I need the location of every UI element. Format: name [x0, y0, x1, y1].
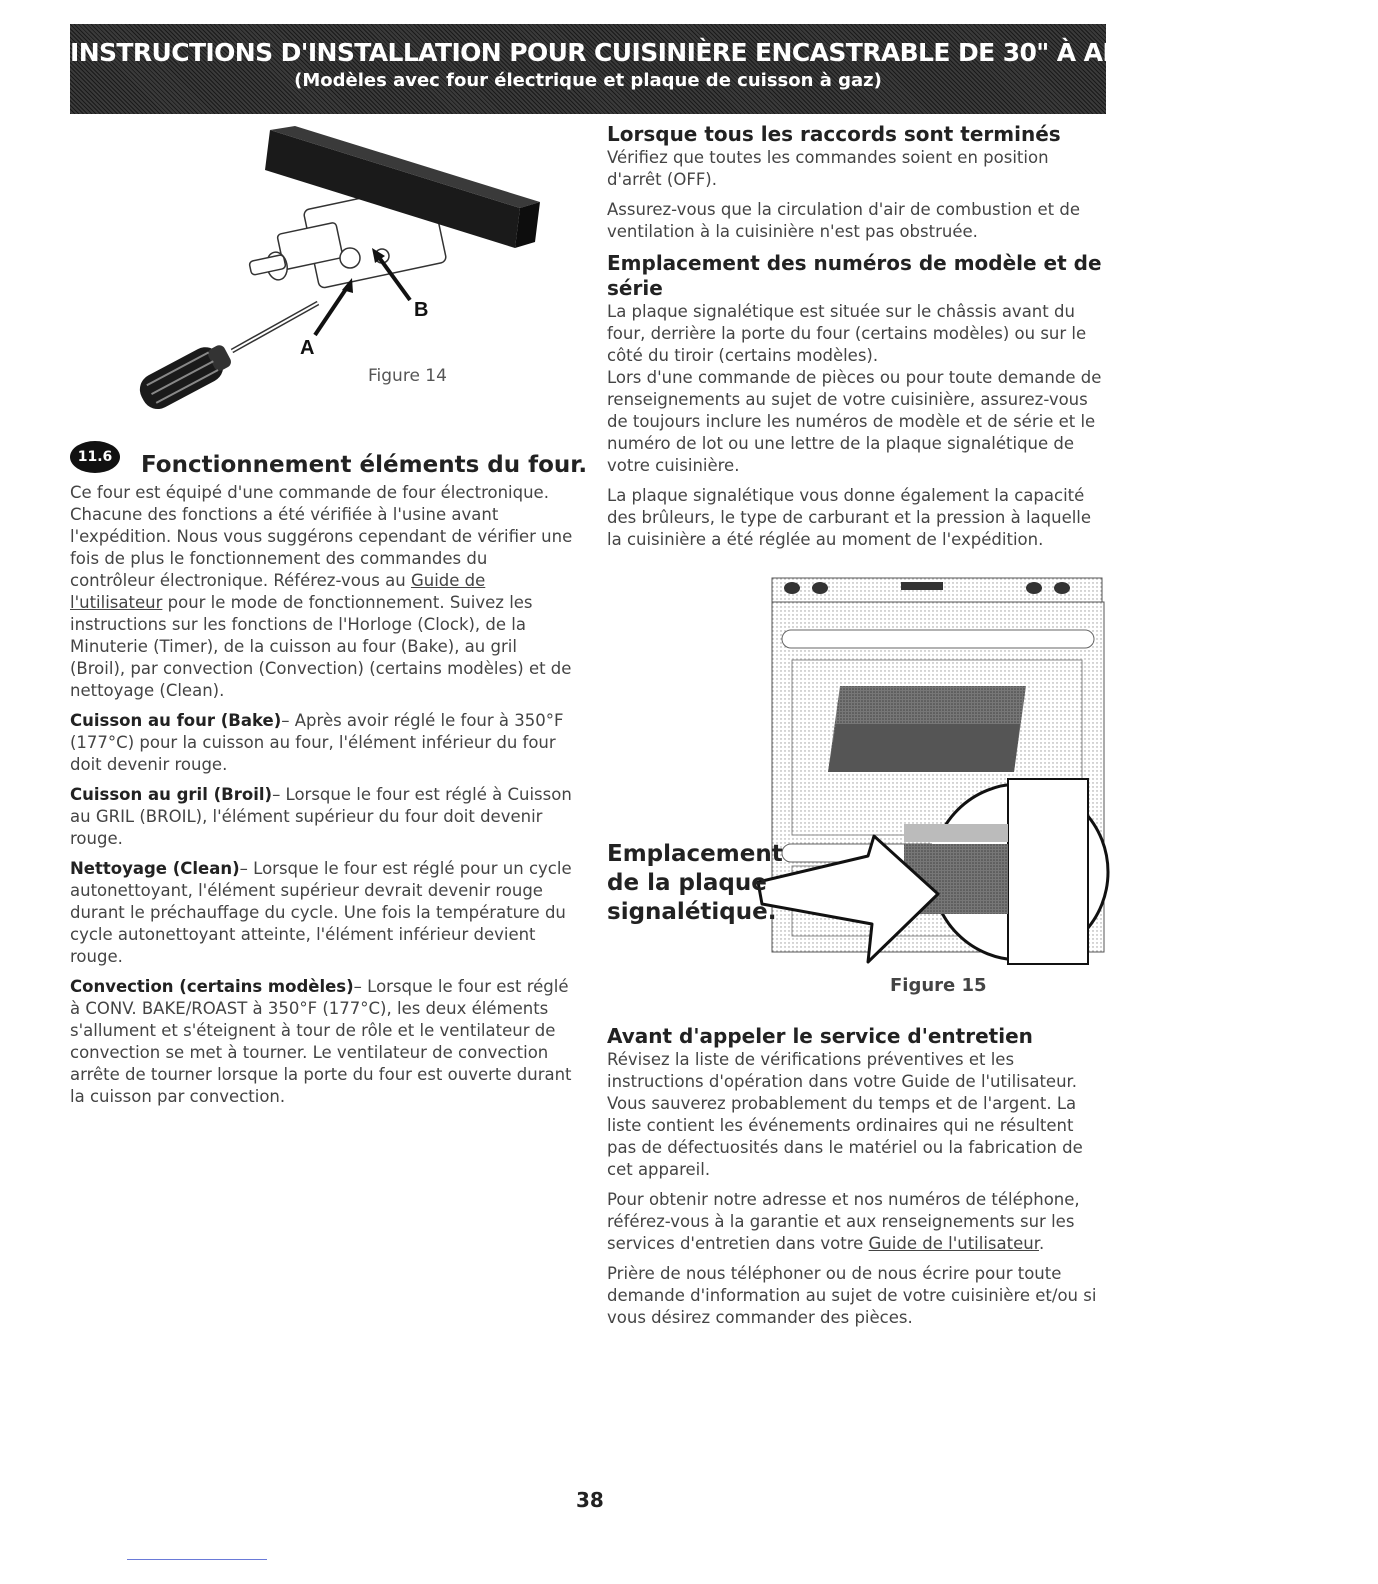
right-column-bottom: [607, 1024, 1107, 1337]
section-title: Fonctionnement éléments du four.: [141, 452, 588, 478]
section-badge: 11.6: [70, 441, 120, 473]
connections-p1: Vérifiez que toutes les commandes soient en position d'arrêt (OFF).: [607, 148, 1049, 189]
service-p2: Pour obtenir notre adresse et nos numéros de téléphone, référez-vous à la garantie et aux renseignements sur les services d'entretien dans votre Guide de l'utilisateur.: [607, 1190, 1080, 1253]
serial-p2: Lors d'une commande de pièces ou pour toute demande de renseignements au sujet de votre cuisinière, assurez-vous de toujours inclure les numéros de modèle et de série et le numéro de lot ou une lettre de la plaque signalétique de votre cuisinière.: [607, 368, 1102, 475]
page-subtitle: (Modèles avec four électrique et plaque de cuisson à gaz): [294, 70, 882, 91]
bake-paragraph: Cuisson au four (Bake)– Après avoir réglé le four à 350°F (177°C) pour la cuisson au four, l'élément inférieur du four doit devenir rouge.: [70, 711, 564, 774]
connections-heading: Lorsque tous les raccords sont terminés: [607, 122, 1061, 146]
footer-rule: [127, 1559, 267, 1560]
figure-14-label-b: B: [414, 299, 429, 321]
header-banner: [70, 24, 1378, 114]
oven-intro: Ce four est équipé d'une commande de four électronique. Chacune des fonctions a été vérifiée à l'usine avant l'expédition. Nous vous suggérons cependant de vérifier une fois de plus le fonctionnement des commandes du contrôleur électronique. Référez-vous au Guide de l'utilisateur pour le mode de fonctionnement. Suivez les instructions sur les fonctions de l'Horloge (Clock), de la Minuterie (Timer), de la cuisson au four (Bake), au gril (Broil), par convection (Convection) (certains modèles) et de nettoyage (Clean).: [70, 483, 573, 700]
serial-p1: La plaque signalétique est située sur le châssis avant du four, derrière la porte du four (certains modèles) ou sur le côté du tiroir (certains modèles).: [607, 302, 1087, 365]
nameplate-location-label: Emplacement de la plaque signalétique.: [607, 841, 783, 925]
serial-p3: La plaque signalétique vous donne également la capacité des brûleurs, le type de carburant et la pression à laquelle la cuisinière a été réglée au moment de l'expédition.: [607, 486, 1092, 549]
figure-14-label-a: A: [300, 337, 315, 359]
figure-15-caption: Figure 15: [890, 975, 987, 996]
connections-p2: Assurez-vous que la circulation d'air de combustion et de ventilation à la cuisinière n'est pas obstruée.: [607, 200, 1080, 241]
left-column: [70, 482, 575, 1116]
page-title: INSTRUCTIONS D'INSTALLATION POUR CUISINIÈRE ENCASTRABLE DE 30" À ALIMENTATION MIXTE: [70, 38, 1378, 67]
figure-14-caption: Figure 14: [368, 366, 447, 386]
service-p3: Prière de nous téléphoner ou de nous écrire pour toute demande d'information au sujet de votre cuisinière et/ou si vous désirez commander des pièces.: [607, 1264, 1097, 1327]
broil-paragraph: Cuisson au gril (Broil)– Lorsque le four est réglé à Cuisson au GRIL (BROIL), l'élément supérieur du four doit devenir rouge.: [70, 785, 572, 848]
service-heading: Avant d'appeler le service d'entretien: [607, 1024, 1033, 1048]
figure-15-illustration: [756, 574, 1106, 972]
right-column-top: [607, 122, 1107, 559]
service-p1: Révisez la liste de vérifications préventives et les instructions d'opération dans votre Guide de l'utilisateur. Vous sauverez probablement du temps et de l'argent. La liste contient les événements ordinaires qui ne résultent pas de défectuosités dans le matériel ou la fabrication de cet appareil.: [607, 1050, 1083, 1179]
figure-14-illustration: [120, 118, 540, 418]
page-number: 38: [576, 1488, 604, 1512]
clean-paragraph: Nettoyage (Clean)– Lorsque le four est réglé pour un cycle autonettoyant, l'élément supérieur devrait devenir rouge durant le préchauffage du cycle. Une fois la température du cycle autonettoyant atteinte, l'élément inférieur devient rouge.: [70, 859, 572, 966]
convection-paragraph: Convection (certains modèles)– Lorsque le four est réglé à CONV. BAKE/ROAST à 350°F (177°C), les deux éléments s'allument et s'éteignent à tour de rôle et le ventilateur de convection se met à tourner. Le ventilateur de convection arrête de tourner lorsque la porte du four est ouverte durant la cuisson par convection.: [70, 977, 572, 1106]
user-guide-link-2[interactable]: Guide de l'utilisateur: [868, 1234, 1039, 1253]
user-guide-link[interactable]: Guide de l'utilisateur: [70, 571, 486, 612]
serial-heading: Emplacement des numéros de modèle et de série: [607, 251, 1102, 300]
